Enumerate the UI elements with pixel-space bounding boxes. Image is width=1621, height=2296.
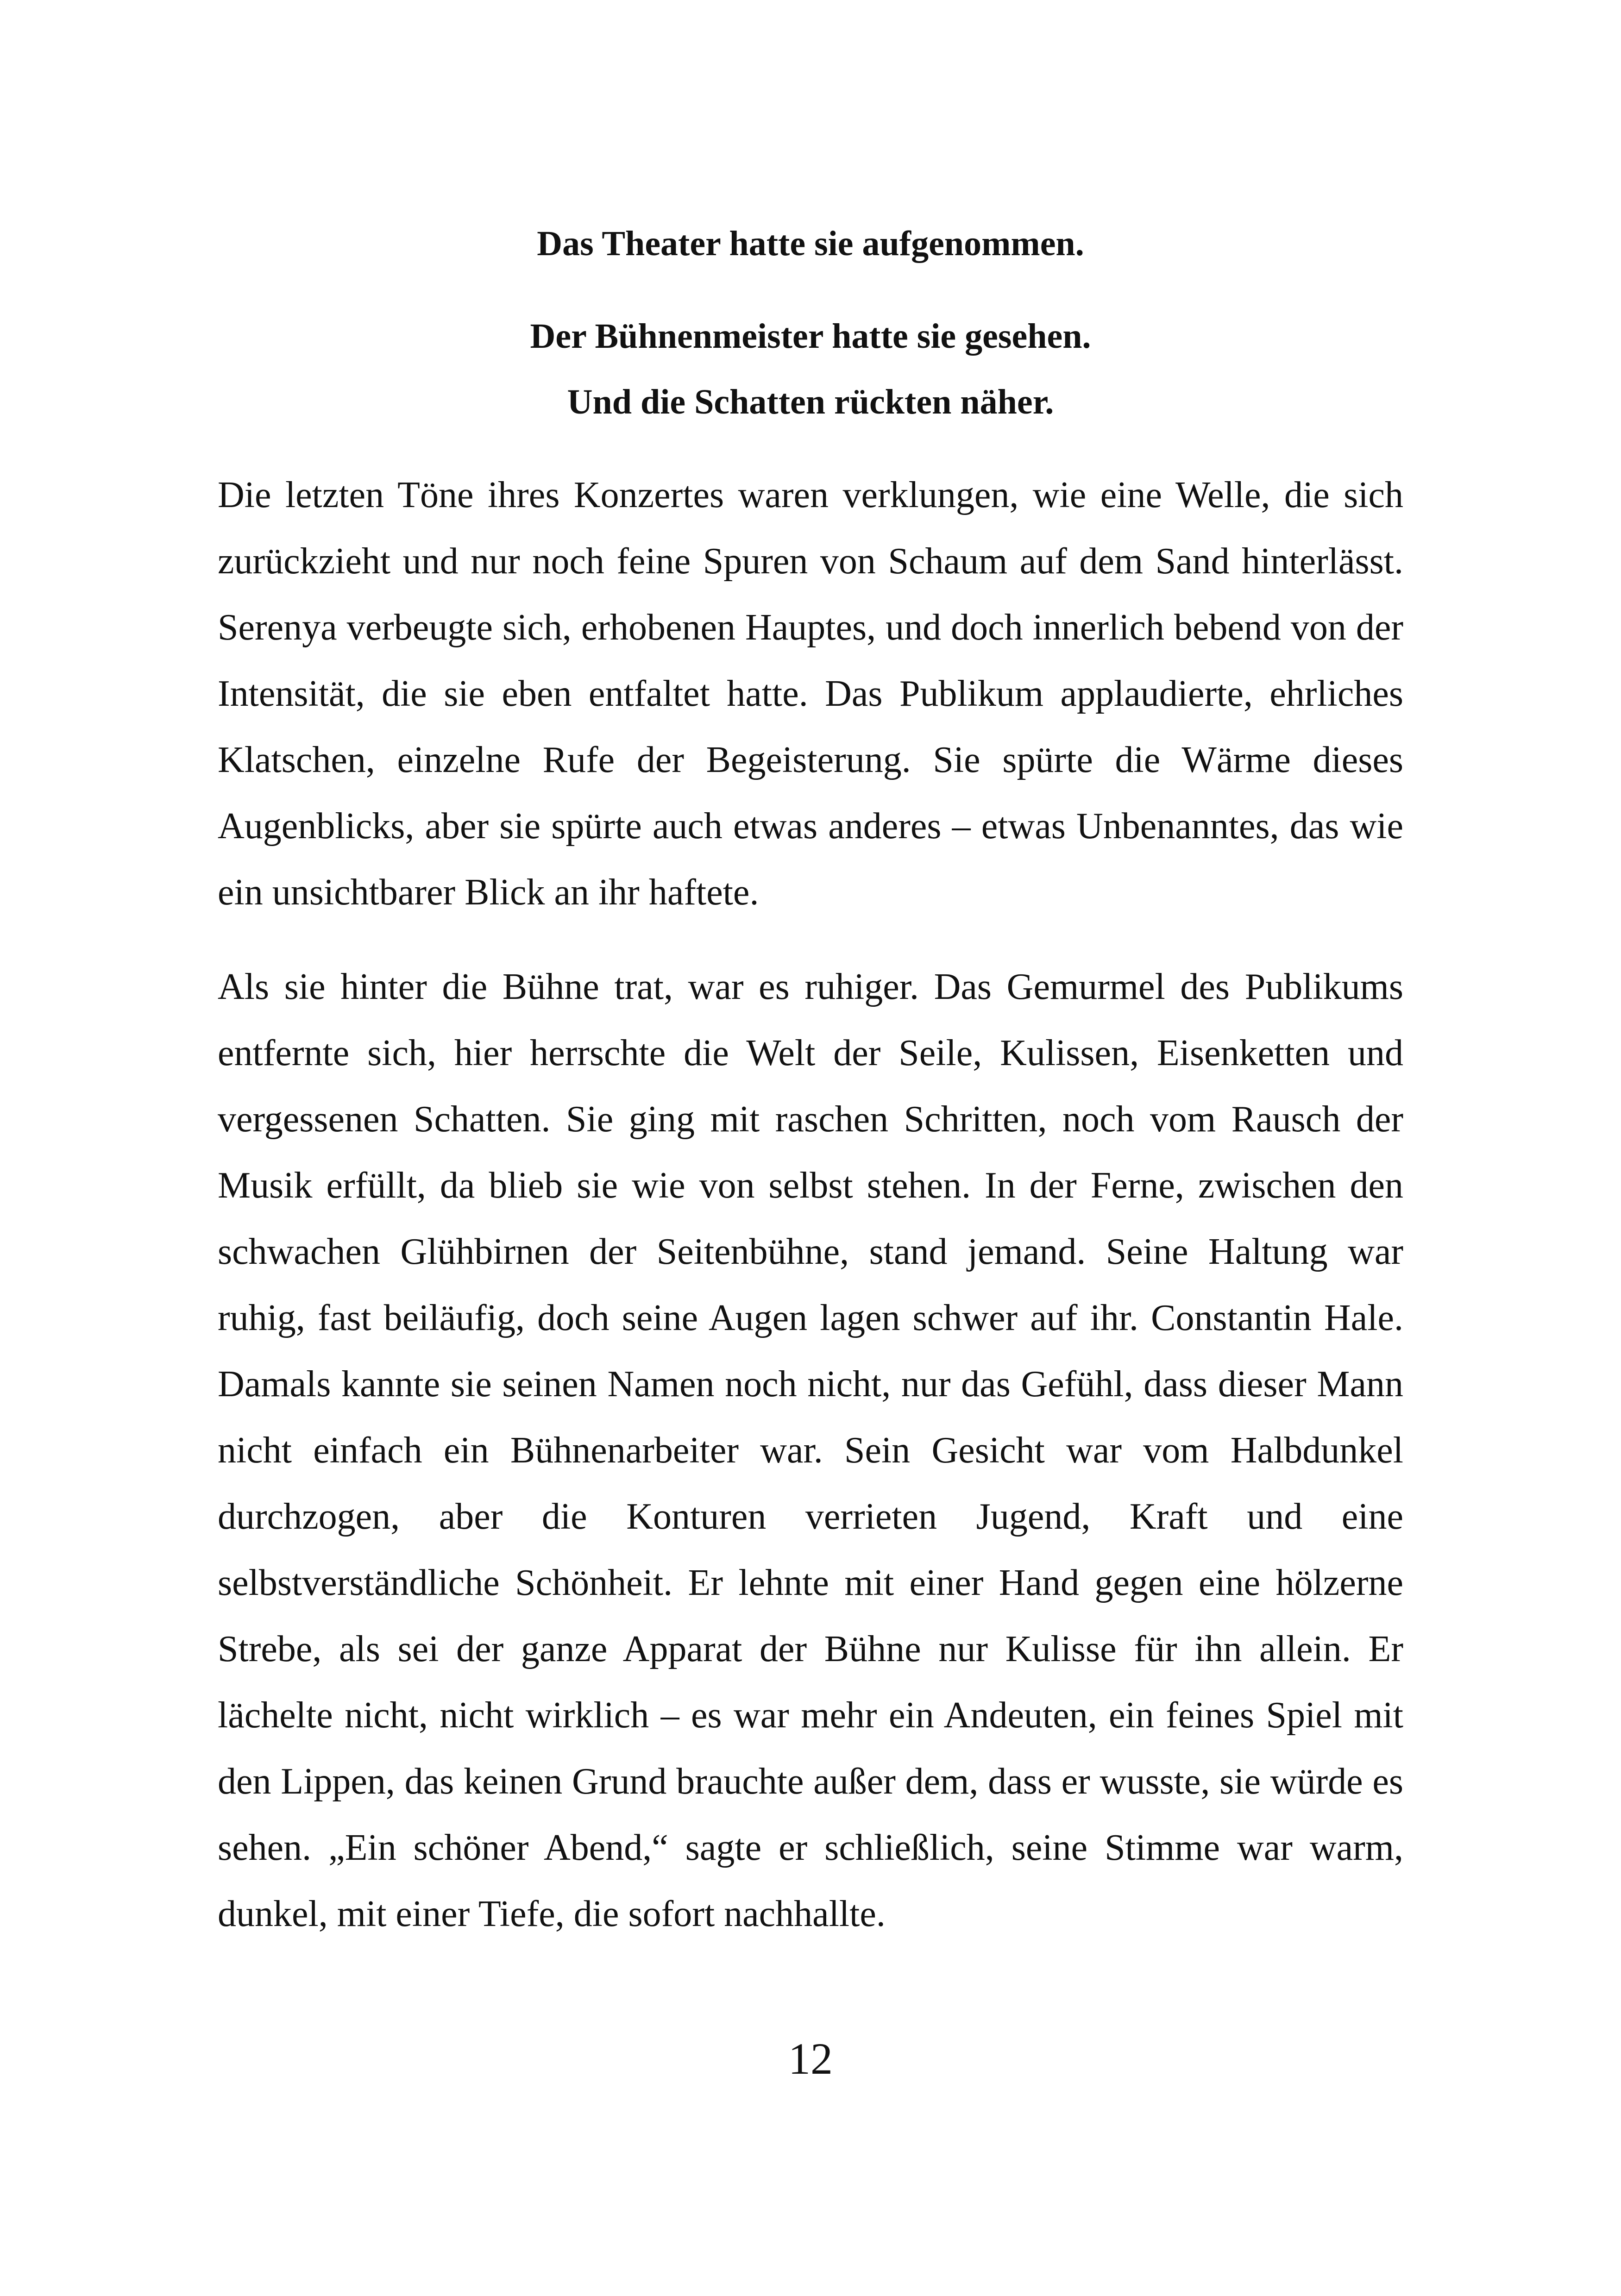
page-number: 12 <box>788 2034 833 2083</box>
paragraph-1: Die letzten Töne ihres Konzertes waren verklungen, wie eine Welle, die sich zurückzieht und nur noch feine Spuren von Schaum auf dem Sand hinterlässt. Serenya verbeugte sich, erhobenen Hauptes, und doch innerlich bebend von der Intensität, die sie eben entfaltet hatte. Das Publikum applaudierte, ehrliches Klatschen, einzelne Rufe der Begeisterung. Sie spürte die Wärme dieses Augenblicks, aber sie spürte auch etwas anderes – etwas Unbenanntes, das wie ein unsichtbarer Blick an ihr haftete. <box>218 475 1403 913</box>
paragraph-2: Als sie hinter die Bühne trat, war es ruhiger. Das Gemurmel des Publikums entfernte sich, hier herrschte die Welt der Seile, Kulissen, Eisenketten und vergessenen Schatten. Sie ging mit raschen Schritten, noch vom Rausch der Musik erfüllt, da blieb sie wie von selbst stehen. In der Ferne, zwischen den schwachen Glühbirnen der Seitenbühne, stand jemand. Seine Haltung war ruhig, fast beiläufig, doch seine Augen lagen schwer auf ihr. Constantin Hale. Damals kannte sie seinen Namen noch nicht, nur das Gefühl, dass dieser Mann nicht einfach ein Bühnenarbeiter war. Sein Gesicht war vom Halbdunkel durchzogen, aber die Konturen verrieten Jugend, Kraft und eine selbstverständliche Schönheit. Er lehnte mit einer Hand gegen eine hölzerne Strebe, als sei der ganze Apparat der Bühne nur Kulisse für ihn allein. Er lächelte nicht, nicht wirklich – es war mehr ein Andeuten, ein feines Spiel mit den Lippen, das keinen Grund brauchte außer dem, dass er wusste, sie würde es sehen. „Ein schöner Abend,“ sagte er schließlich, seine Stimme war warm, dunkel, mit einer Tiefe, die sofort nachhallte. <box>218 966 1403 1934</box>
heading-line-3: Und die Schatten rückten näher. <box>567 383 1054 421</box>
heading-line-1: Das Theater hatte sie aufgenommen. <box>537 224 1084 263</box>
heading-line-2: Der Bühnenmeister hatte sie gesehen. <box>530 317 1091 356</box>
